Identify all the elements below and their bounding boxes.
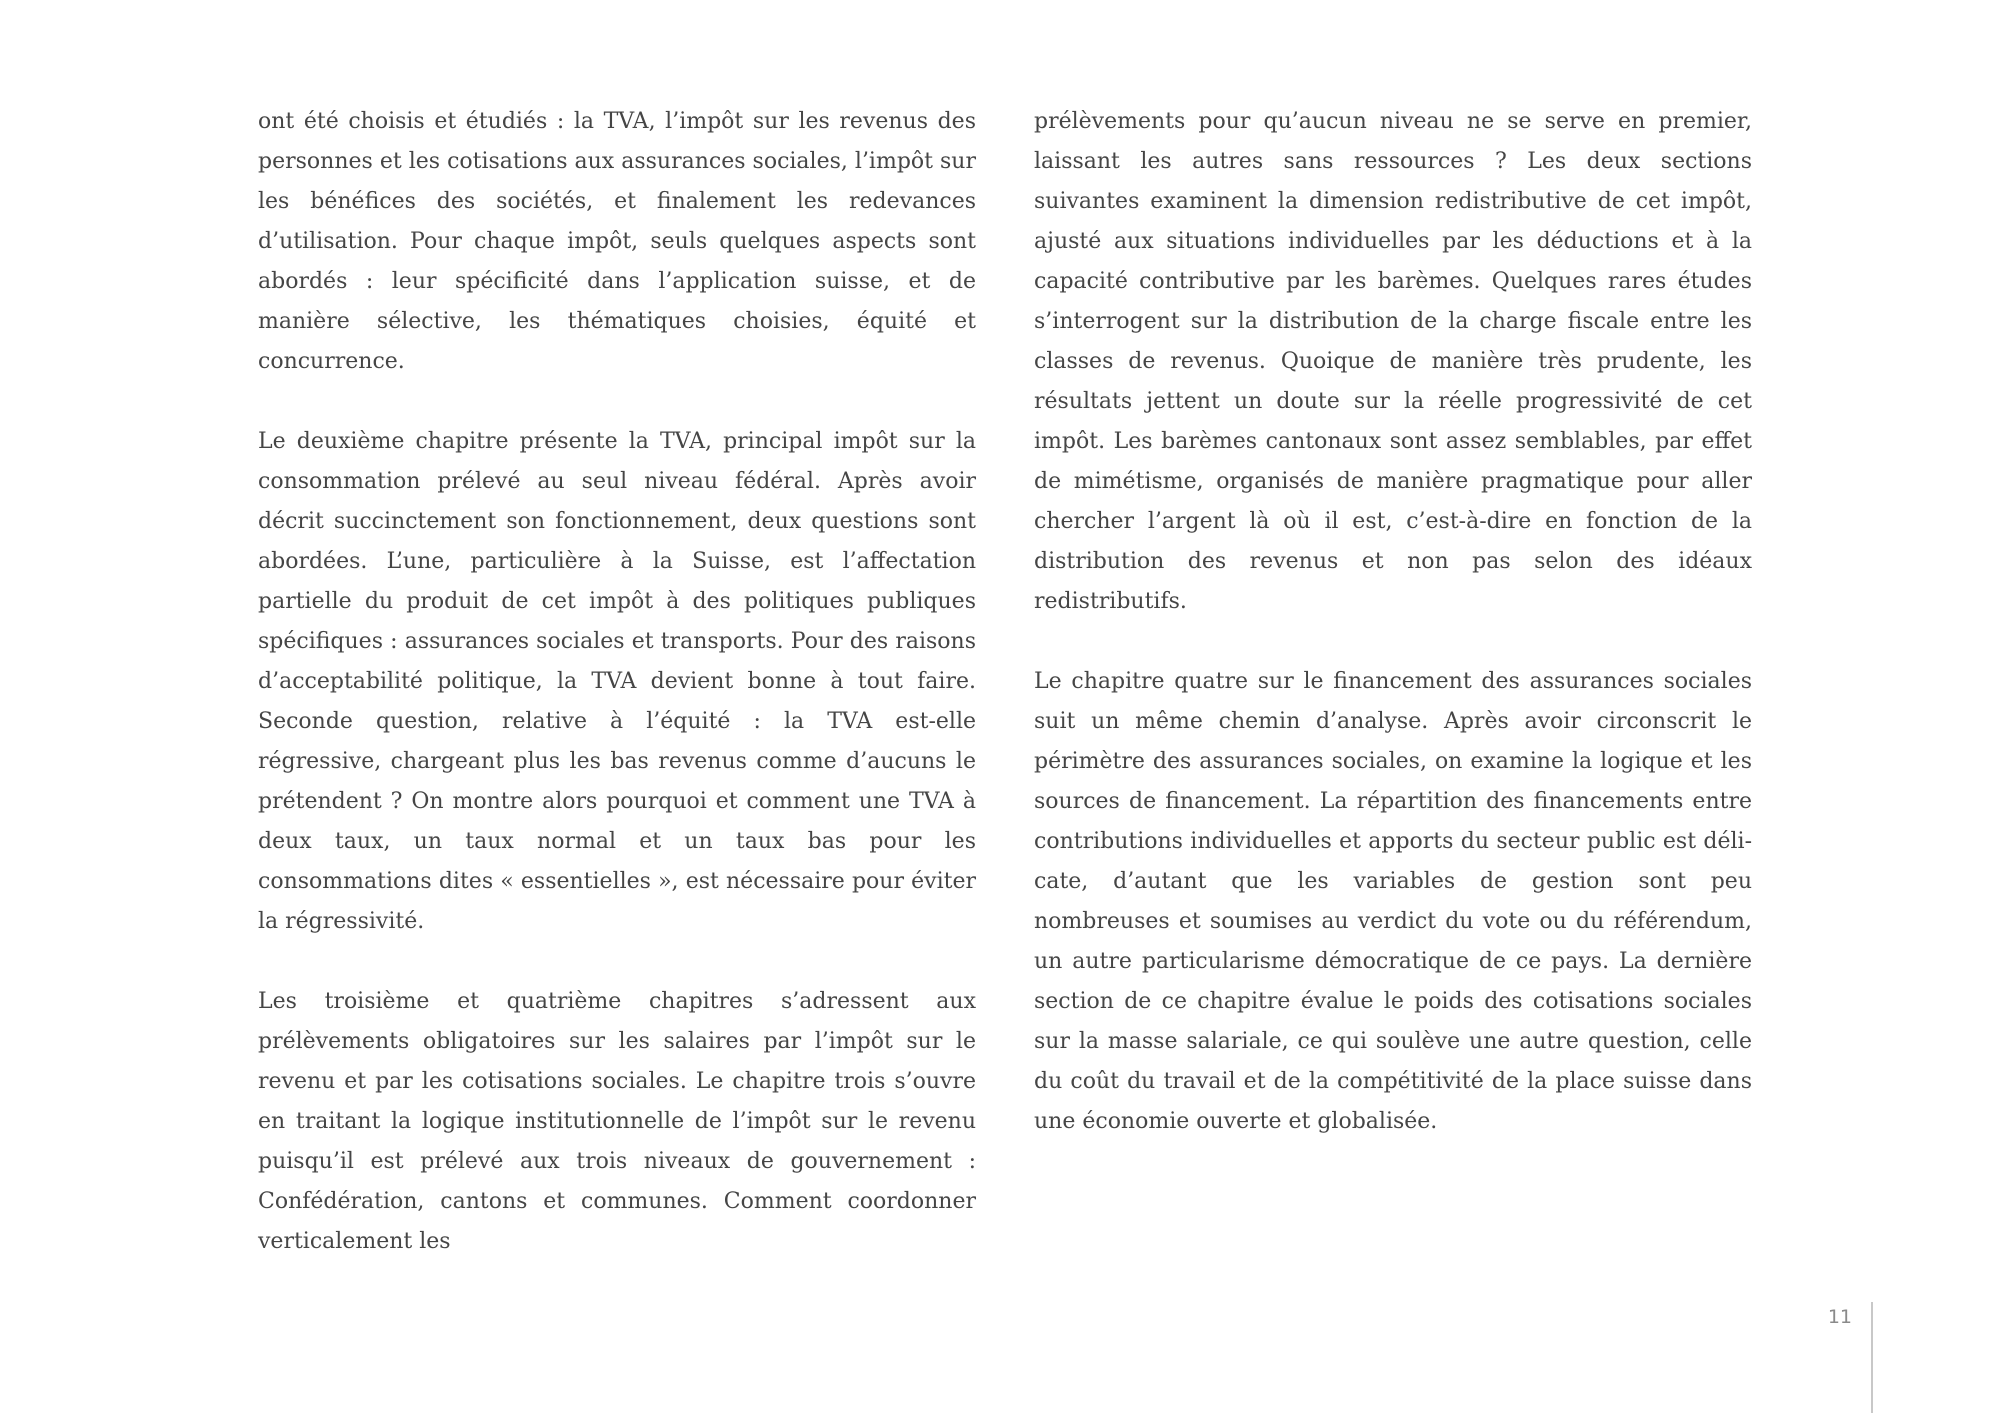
paragraph: prélèvements pour qu’aucun niveau ne se serve en premier, laissant les autres sans ressources ? Les deux sections suivantes examinent la dimension redistributive de cet impôt, ajusté aux situations individuelles par les déductions et à la capacité contributive par les barèmes. Quelques rares études s’interrogent sur la distribution de la charge fiscale entre les classes de revenus. Quoique de manière très prudente, les résultats jettent un doute sur la réelle progressivité de cet impôt. Les barèmes cantonaux sont assez semblables, par effet de mimétisme, organisés de manière pragmatique pour aller chercher l’argent là où il est, c’est-à-dire en fonction de la distribution des revenus et non pas selon des idéaux redistributifs.	[1034, 109, 1752, 614]
left-text-column	[258, 102, 976, 1262]
paragraph: Les troisième et quatrième chapitres s’adressent aux prélèvements obligatoires sur les salaires par l’impôt sur le revenu et par les cotisations sociales. Le chapitre trois s’ouvre en traitant la logique institutionnelle de l’impôt sur le revenu puisqu’il est prélevé aux trois niveaux de gouvernement : Confédération, cantons et communes. Comment coordonner verticalement les	[258, 989, 976, 1254]
paragraph: ont été choisis et étudiés : la TVA, l’impôt sur les revenus des personnes et les cotisations aux assurances sociales, l’impôt sur les bénéfices des sociétés, et finalement les redevances d’utilisation. Pour chaque impôt, seuls quelques aspects sont abordés : leur spécificité dans l’application suisse, et de manière sélective, les thématiques choisies, équité et concurrence.	[258, 109, 976, 374]
paragraph: Le chapitre quatre sur le financement des assurances sociales suit un même chemin d’analyse. Après avoir circonscrit le périmètre des assurances sociales, on examine la logique et les sources de financement. La répartition des financements entre contributions individuelles et apports du secteur public est délicate, d’autant que les variables de gestion sont peu nombreuses et soumises au verdict du vote ou du référendum, un autre particularisme démocratique de ce pays. La dernière section de ce chapitre évalue le poids des cotisations sociales sur la masse salariale, ce qui soulève une autre question, celle du coût du travail et de la compétitivité de la place suisse dans une économie ouverte et globalisée.	[1034, 669, 1752, 1134]
page-number-rule	[1871, 1302, 1873, 1413]
paragraph: Le deuxième chapitre présente la TVA, principal impôt sur la consommation prélevé au seul niveau fédéral. Après avoir décrit succinctement son fonctionnement, deux questions sont abordées. L’une, particulière à la Suisse, est l’affectation partielle du produit de cet impôt à des politiques publiques spécifiques : assurances sociales et transports. Pour des raisons d’acceptabilité politique, la TVA devient bonne à tout faire. Seconde question, relative à l’équité : la TVA est-elle régressive, chargeant plus les bas revenus comme d’aucuns le prétendent ? On montre alors pourquoi et comment une TVA à deux taux, un taux normal et un taux bas pour les consommations dites « essentielles », est nécessaire pour éviter la régressivité.	[258, 429, 976, 934]
page-number: 11	[1827, 1306, 1852, 1328]
right-text-column	[1034, 102, 1752, 1142]
